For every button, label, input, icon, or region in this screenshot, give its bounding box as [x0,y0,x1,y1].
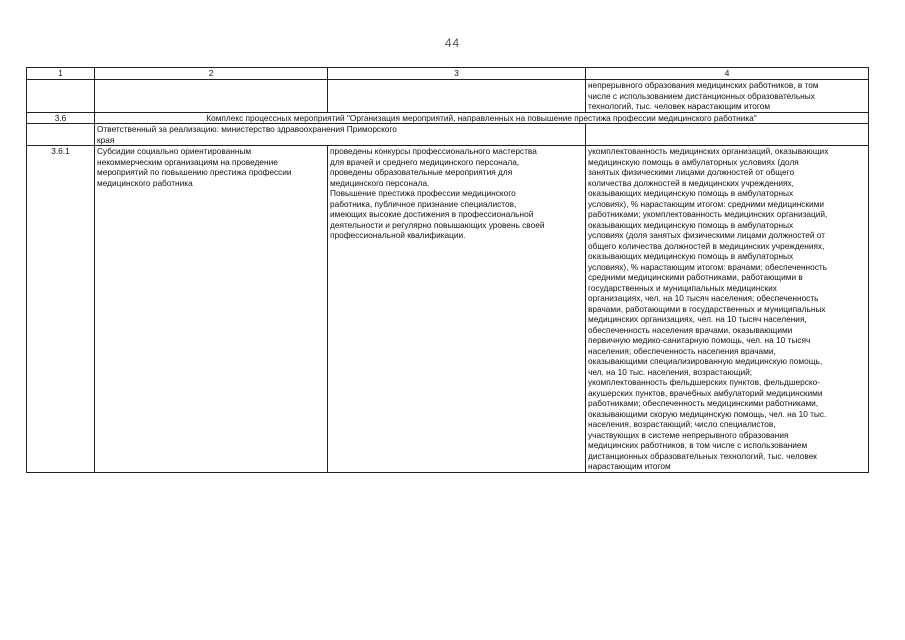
continued-row [27,80,869,113]
page-number: 44 [444,36,461,50]
responsible-row [27,124,869,146]
section-title: Комплекс процессных мероприятий "Организация мероприятий, направленных на повышение престижа профессии медицинского работника" [95,112,869,124]
section-row [27,112,869,124]
item-results: проведены конкурсы профессионального мастерства для врачей и среднего медицинского персонала, проведены образовательные мероприятия для медицинского персонала. Повышение престижа профессии медицинского работника, публичное признание специалистов, имеющих высокие достижения в профессиональной деятельности и регулярно повышающих уровень своей профессиональной квалификации. [328,146,586,473]
program-table [26,67,869,473]
item-row [27,146,869,473]
header-row [27,68,869,80]
header-col-1: 1 [27,68,95,80]
header-col-4: 4 [586,68,869,80]
section-number: 3.6 [27,112,95,124]
continued-indicator: непрерывного образования медицинских работников, в том числе с использованием дистанционных образовательных технологий, тыс. человек нарастающим итогом [586,80,869,113]
header-col-3: 3 [328,68,586,80]
header-col-2: 2 [95,68,328,80]
responsible-text: Ответственный за реализацию: министерство здравоохранения Приморского края [95,124,586,146]
item-indicators: укомплектованность медицинских организаций, оказывающих медицинскую помощь в амбулаторных условиях (доля занятых физическими лицами должностей от общего количества должностей в медицинских учреждениях, оказывающих медицинскую помощь в амбулаторных условиях), % нарастающим итогом: средними медицинскими работниками; укомплектованность медицинских организаций, оказывающих медицинскую помощь в амбулаторных условиях (доля занятых физическими лицами должностей от общего количества должностей в медицинских учреждениях, оказывающих медицинскую помощь в амбулаторных условиях), % нарастающим итогом: врачами; обеспеченность средними медицинскими работниками, работающими в государственных и муниципальных медицинских организациях, чел. на 10 тысяч населения; обеспеченность врачами, работающими в государственных и муниципальных медицинских организациях, чел. на 10 тысяч населения, обеспеченность населения врачами, оказывающими первичную медико-санитарную помощь, чел. на 10 тысяч населения; обеспеченность населения врачами, оказывающими специализированную медицинскую помощь, чел. на 10 тыс. населения, возрастающий; укомплектованность фельдшерских пунктов, фельдшерско- акушерских пунктов, врачебных амбулаторий медицинскими работниками; обеспеченность медицинскими работниками, оказывающими скорую медицинскую помощь, чел. на 10 тыс. населения, возрастающий; число специалистов, участвующих в системе непрерывного образования медицинских работников, в том числе с использованием дистанционных образовательных технологий, тыс. человек нарастающим итогом [586,146,869,473]
item-title: Субсидии социально ориентированным некоммерческим организациям на проведение мероприятий по повышению престижа профессии медицинского работника [95,146,328,473]
item-number: 3.6.1 [27,146,95,473]
